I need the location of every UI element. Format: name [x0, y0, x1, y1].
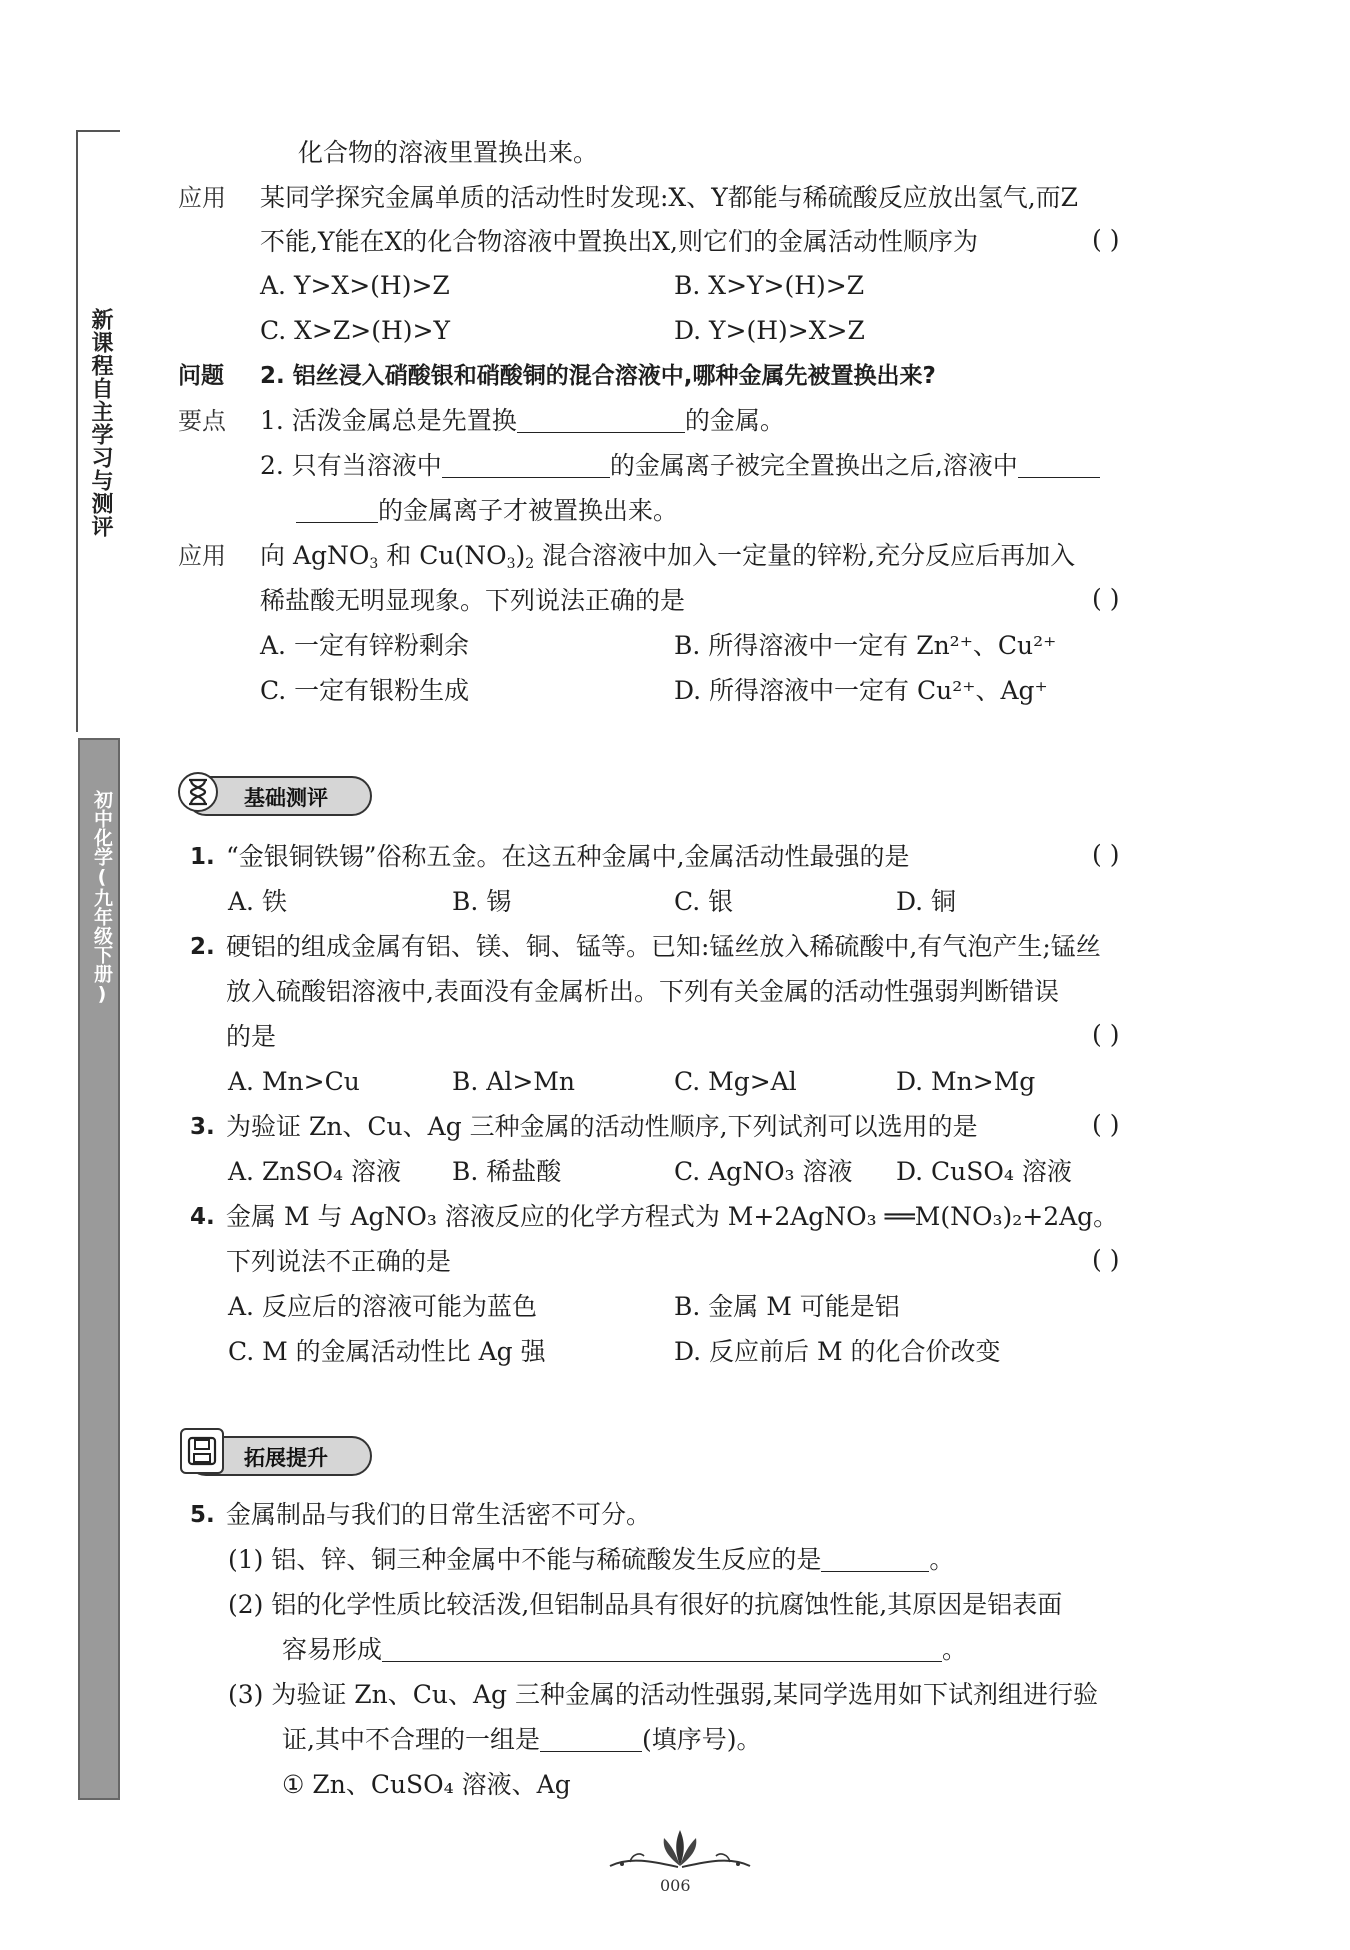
- hourglass-icon: [178, 772, 218, 812]
- q3-text: 为验证 Zn、Cu、Ag 三种金属的活动性顺序,下列试剂可以选用的是: [226, 1112, 978, 1141]
- q1-option-c: C. 银: [674, 887, 734, 916]
- sidebar-book-title: 新课程自主学习与测评: [88, 308, 113, 538]
- q5-sub1-blank: [821, 1545, 929, 1572]
- floral-ornament-icon: [600, 1826, 760, 1874]
- app1-option-b: B. X>Y>(H)>Z: [674, 271, 865, 300]
- q1-answer-paren: ( ): [1092, 840, 1120, 869]
- app2-text-a: 向 AgNO: [260, 541, 370, 570]
- q4-option-a: A. 反应后的溶液可能为蓝色: [228, 1292, 537, 1321]
- keypoint-2: [260, 449, 1100, 483]
- q5-sub3-blank: [540, 1725, 642, 1752]
- keypoint-2-blank-2a: [1018, 451, 1100, 478]
- q2-line1: 硬铝的组成金属有铝、镁、铜、锰等。已知:锰丝放入稀硫酸中,有气泡产生;锰丝: [226, 932, 1101, 961]
- app2-sub-1: 3: [369, 556, 379, 572]
- keypoint-1-text-b: 的金属。: [684, 406, 785, 435]
- q4-option-b: B. 金属 M 可能是铝: [674, 1292, 900, 1321]
- q2-option-c: C. Mg>Al: [674, 1067, 797, 1096]
- app1-line1: 某同学探究金属单质的活动性时发现:X、Y都能与稀硫酸反应放出氢气,而Z: [260, 183, 1079, 212]
- app2-answer-paren: ( ): [1092, 584, 1120, 613]
- app1-option-d: D. Y>(H)>X>Z: [674, 316, 865, 345]
- q5-sub2-text-a: 容易形成: [282, 1635, 383, 1664]
- app2-sub-2: 3: [506, 556, 516, 572]
- q5-sub3-text-a: 证,其中不合理的一组是: [282, 1725, 540, 1754]
- q3-option-d: D. CuSO₄ 溶液: [896, 1157, 1072, 1186]
- app2-text-c: 和 Cu(NO: [378, 541, 507, 570]
- app1-label: 应用: [178, 184, 226, 212]
- q2-option-d: D. Mn>Mg: [896, 1067, 1036, 1096]
- keypoint-2-text-a: 2. 只有当溶液中: [260, 451, 442, 480]
- q2-answer-paren: ( ): [1092, 1020, 1120, 1049]
- q5-sub3-option-1: ① Zn、CuSO₄ 溶液、Ag: [282, 1770, 571, 1799]
- q4-line1: 金属 M 与 AgNO₃ 溶液反应的化学方程式为 M+2AgNO₃ ══M(NO₃)₂+2Ag。: [226, 1202, 1119, 1231]
- app2-text-e: ): [515, 541, 526, 570]
- q1-option-b: B. 锡: [452, 887, 512, 916]
- app2-line2: 稀盐酸无明显现象。下列说法正确的是: [260, 586, 686, 615]
- app2-sub-3: 2: [525, 556, 535, 572]
- problem2-text: 2. 铝丝浸入硝酸银和硝酸铜的混合溶液中,哪种金属先被置换出来?: [260, 363, 936, 389]
- q5-number: 5.: [190, 1502, 215, 1528]
- keypoint-1-text-a: 1. 活泼金属总是先置换: [260, 406, 517, 435]
- q5-sub3-text-b: (填序号)。: [641, 1725, 762, 1754]
- q4-line2: 下列说法不正确的是: [226, 1247, 452, 1276]
- q3-option-a: A. ZnSO₄ 溶液: [228, 1157, 402, 1186]
- keypoint-2-cont: [296, 494, 678, 528]
- floppy-disk-icon: [180, 1428, 224, 1474]
- section-ext-title: 拓展提升: [244, 1446, 328, 1470]
- q5-text: 金属制品与我们的日常生活密不可分。: [226, 1500, 652, 1529]
- app2-text-g: 混合溶液中加入一定量的锌粉,充分反应后再加入: [534, 541, 1076, 570]
- intro-tail: 化合物的溶液里置换出来。: [298, 138, 599, 167]
- q4-answer-paren: ( ): [1092, 1245, 1120, 1274]
- q3-option-b: B. 稀盐酸: [452, 1157, 562, 1186]
- app1-answer-paren: ( ): [1092, 225, 1120, 254]
- q3-option-c: C. AgNO₃ 溶液: [674, 1157, 853, 1186]
- q5-sub1: [228, 1543, 954, 1577]
- q4-option-d: D. 反应前后 M 的化合价改变: [674, 1337, 1001, 1366]
- q2-line3: 的是: [226, 1022, 277, 1051]
- q2-option-b: B. Al>Mn: [452, 1067, 575, 1096]
- q4-option-c: C. M 的金属活动性比 Ag 强: [228, 1337, 546, 1366]
- app2-line1: [260, 539, 1075, 581]
- keypoint-2-blank-1: [442, 451, 610, 478]
- keypoint-2-text-c: 的金属离子才被置换出来。: [378, 496, 679, 525]
- app2-option-c: C. 一定有银粉生成: [260, 676, 470, 705]
- sidebar-subject-title: 初中化学(九年级下册): [91, 790, 113, 1005]
- q5-sub1-text-b: 。: [929, 1545, 955, 1574]
- q5-sub3-line1: (3) 为验证 Zn、Cu、Ag 三种金属的活动性强弱,某同学选用如下试剂组进行验: [228, 1680, 1098, 1709]
- q1-option-d: D. 铜: [896, 887, 957, 916]
- q2-option-a: A. Mn>Cu: [228, 1067, 360, 1096]
- app2-option-b: B. 所得溶液中一定有 Zn²⁺、Cu²⁺: [674, 631, 1057, 660]
- q3-number: 3.: [190, 1114, 215, 1140]
- q1-option-a: A. 铁: [228, 887, 287, 916]
- q1-number: 1.: [190, 844, 215, 870]
- app2-label: 应用: [178, 542, 226, 570]
- q5-sub2-text-b: 。: [942, 1635, 968, 1664]
- q5-sub2-line2: [282, 1633, 967, 1667]
- keypoint-1-blank: [517, 406, 685, 433]
- q5-sub2-blank: [382, 1635, 942, 1662]
- keypoint-2-blank-2b: [296, 496, 378, 523]
- q5-sub1-text-a: (1) 铝、锌、铜三种金属中不能与稀硫酸发生反应的是: [228, 1545, 822, 1574]
- app1-line2: 不能,Y能在X的化合物溶液中置换出X,则它们的金属活动性顺序为: [260, 227, 978, 256]
- app2-option-d: D. 所得溶液中一定有 Cu²⁺、Ag⁺: [674, 676, 1048, 705]
- problem2-label: 问题: [178, 363, 224, 389]
- q2-number: 2.: [190, 934, 215, 960]
- q5-sub2-line1: (2) 铝的化学性质比较活泼,但铝制品具有很好的抗腐蚀性能,其原因是铝表面: [228, 1590, 1063, 1619]
- keypoints-label: 要点: [178, 407, 226, 435]
- q2-line2: 放入硫酸铝溶液中,表面没有金属析出。下列有关金属的活动性强弱判断错误: [226, 977, 1059, 1006]
- q3-answer-paren: ( ): [1092, 1110, 1120, 1139]
- q4-number: 4.: [190, 1204, 215, 1230]
- q1-text: “金银铜铁锡”俗称五金。在这五种金属中,金属活动性最强的是: [226, 842, 910, 871]
- app2-option-a: A. 一定有锌粉剩余: [260, 631, 469, 660]
- app1-option-a: A. Y>X>(H)>Z: [260, 271, 450, 300]
- keypoint-1: [260, 404, 785, 438]
- page-number: 006: [660, 1876, 691, 1895]
- keypoint-2-text-b: 的金属离子被完全置换出之后,溶液中: [609, 451, 1018, 480]
- q5-sub3-line2: [282, 1723, 761, 1757]
- app1-option-c: C. X>Z>(H)>Y: [260, 316, 450, 345]
- section-basic-title: 基础测评: [244, 786, 328, 810]
